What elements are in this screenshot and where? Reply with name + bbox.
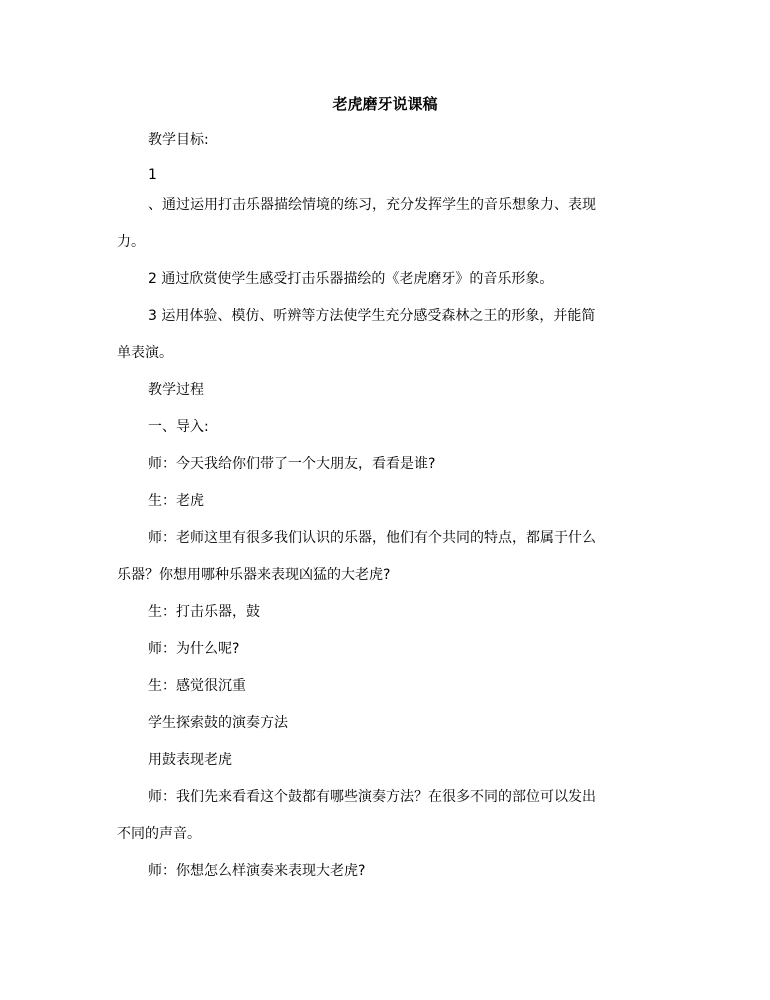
section-heading-goals: 教学目标:: [148, 132, 209, 148]
dialogue-line: 生：老虎: [148, 493, 204, 509]
dialogue-line: 师：老师这里有很多我们认识的乐器，他们有个共同的特点，都属于什么: [148, 530, 596, 546]
goal-3-text: 3 运用体验、模仿、听辨等方法使学生充分感受森林之王的形象，并能简: [148, 308, 596, 324]
subsection-intro: 一、导入:: [148, 419, 209, 435]
section-heading-process: 教学过程: [148, 382, 204, 398]
goal-number-1: 1: [148, 167, 157, 183]
goal-3-continuation: 单表演。: [117, 345, 173, 361]
document-title: 老虎磨牙说课稿: [332, 95, 438, 113]
goal-1-continuation: 力。: [117, 234, 145, 250]
dialogue-continuation: 不同的声音。: [117, 826, 201, 842]
dialogue-line: 师：我们先来看看这个鼓都有哪些演奏方法？在很多不同的部位可以发出: [148, 789, 596, 805]
dialogue-line: 师：你想怎么样演奏来表现大老虎?: [148, 863, 366, 879]
goal-1-text: 、通过运用打击乐器描绘情境的练习，充分发挥学生的音乐想象力、表现: [148, 197, 596, 213]
dialogue-line: 生：打击乐器，鼓: [148, 604, 260, 620]
goal-2-text: 2 通过欣赏使学生感受打击乐器描绘的《老虎磨牙》的音乐形象。: [148, 271, 554, 287]
dialogue-continuation: 乐器？你想用哪种乐器来表现凶猛的大老虎?: [117, 567, 391, 583]
activity-heading: 用鼓表现老虎: [148, 752, 232, 768]
dialogue-line: 师：为什么呢?: [148, 641, 240, 657]
activity-heading: 学生探索鼓的演奏方法: [148, 715, 288, 731]
dialogue-line: 师：今天我给你们带了一个大朋友，看看是谁?: [148, 456, 436, 472]
dialogue-line: 生：感觉很沉重: [148, 678, 246, 694]
